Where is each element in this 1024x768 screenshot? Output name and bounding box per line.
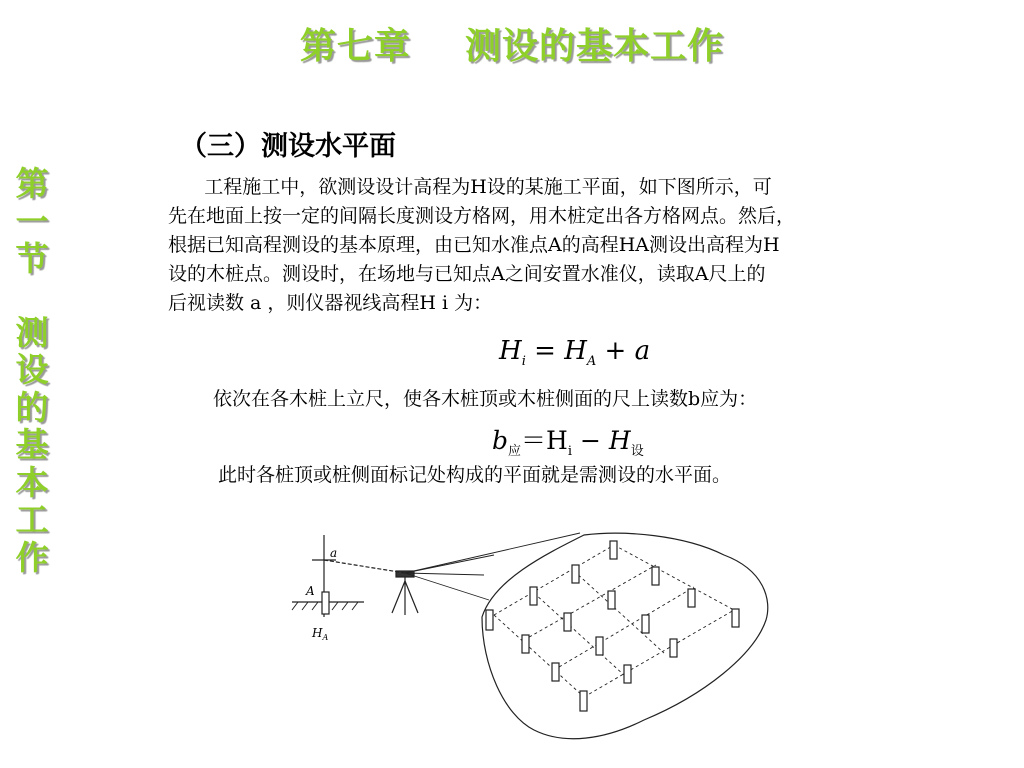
paragraph-line: 设的木桩点。测设时，在场地与已知点A之间安置水准仪，读取A尺上的	[168, 263, 766, 285]
formula-instrument-height: $H_i = H_A + a$	[499, 336, 651, 369]
line-of-sight	[324, 560, 405, 573]
sidebar-char: 设	[15, 350, 49, 389]
formula-staff-reading: $b_应=H_i - H_设$	[492, 426, 644, 459]
sidebar-char: 工	[15, 500, 49, 539]
sidebar-char: 本	[15, 462, 49, 502]
paragraph-line: 后视读数 a ，则仪器视线高程H i 为：	[168, 292, 493, 314]
sidebar-char: 测	[15, 312, 49, 352]
paragraph-line: 工程施工中，欲测设设计高程为H设的某施工平面，如下图所示，可	[168, 176, 772, 198]
section-heading: （三）测设水平面	[180, 131, 396, 162]
sidebar-char: 一	[15, 201, 49, 241]
sidebar-char: 的	[15, 387, 49, 427]
instruction-text: 依次在各木桩上立尺，使各木桩顶或木桩侧面的尺上读数b应为：	[213, 388, 758, 410]
paragraph-line: 先在地面上按一定的间隔长度测设方格网，用木桩定出各方格网点。然后，	[168, 205, 796, 227]
paragraph-line: 根据已知高程测设的基本原理，由已知水准点A的高程HA测设出高程为H	[168, 234, 780, 256]
body-paragraph	[168, 173, 1008, 318]
page-title: 第七章 测设的基本工作	[299, 26, 725, 67]
sidebar-char: 节	[15, 239, 49, 278]
level-instrument	[392, 571, 418, 615]
leveling-diagram	[284, 505, 804, 765]
sidebar-char: 基	[15, 425, 49, 464]
conclusion-text: 此时各桩顶或桩侧面标记处构成的平面就是需测设的水平面。	[218, 464, 732, 486]
section-sidebar	[12, 165, 52, 576]
sidebar-char: 作	[15, 537, 49, 577]
label-a: a	[330, 546, 338, 560]
sidebar-char: 第	[15, 164, 49, 203]
label-A: A	[306, 584, 315, 598]
label-HA: $H_A$	[312, 626, 329, 642]
stake-grid	[494, 545, 734, 697]
benchmark-stake	[322, 592, 329, 614]
